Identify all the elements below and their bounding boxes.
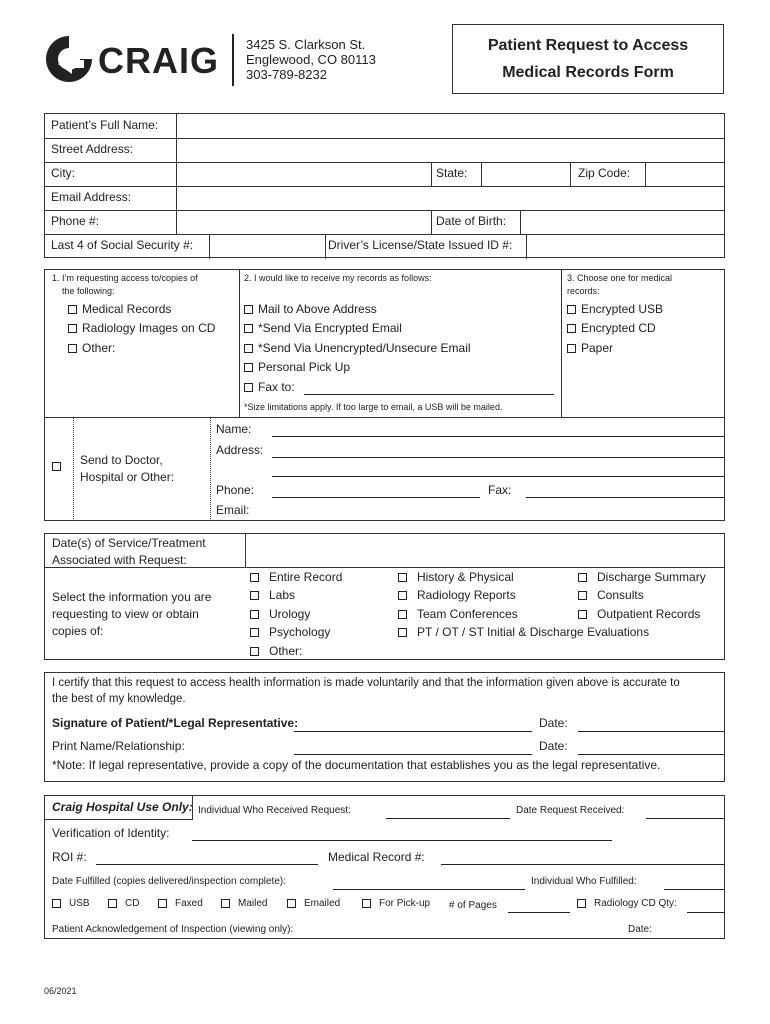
acknowledgement-date-label: Date: <box>628 924 652 935</box>
other-info-checkbox[interactable] <box>250 644 302 658</box>
checkbox-icon <box>108 899 117 908</box>
section1-heading-line1: 1. I’m requesting access to/copies of <box>52 273 198 283</box>
history-physical-option: History & Physical <box>417 570 514 584</box>
checkbox-icon <box>577 899 586 908</box>
zip-code-label: Zip Code: <box>578 166 631 180</box>
fulfilled-by-label: Individual Who Fulfilled: <box>531 876 637 887</box>
service-dates-label-line2: Associated with Request: <box>52 553 187 567</box>
send-to-name-label: Name: <box>216 422 252 436</box>
mailed-checkbox[interactable] <box>221 898 267 909</box>
encrypted-usb-checkbox[interactable] <box>567 302 663 316</box>
checkbox-icon <box>244 363 253 372</box>
radiology-cd-checkbox[interactable] <box>577 898 677 909</box>
verification-input[interactable] <box>192 840 612 841</box>
consults-option: Consults <box>597 588 644 602</box>
medical-records-checkbox[interactable] <box>68 302 171 316</box>
outpatient-records-checkbox[interactable] <box>578 607 700 621</box>
print-date-input[interactable] <box>578 754 724 755</box>
fax-to-option: Fax to: <box>258 380 295 394</box>
usb-checkbox[interactable] <box>52 898 90 909</box>
checkbox-icon <box>68 324 77 333</box>
checkbox-icon <box>362 899 371 908</box>
send-to-label-line1: Send to Doctor, <box>80 453 163 467</box>
send-to-fax-input[interactable] <box>526 497 724 498</box>
service-dates-label-line1: Date(s) of Service/Treatment <box>52 536 206 550</box>
checkbox-icon <box>221 899 230 908</box>
radiology-reports-checkbox[interactable] <box>398 588 516 602</box>
labs-option: Labs <box>269 588 296 602</box>
checkbox-icon <box>158 899 167 908</box>
date-fulfilled-label: Date Fulfilled (copies delivered/inspection complete): <box>52 876 287 887</box>
hospital-phone: 303-789-8232 <box>246 67 327 82</box>
encrypted-usb-option: Encrypted USB <box>581 302 664 316</box>
hospital-use-title: Craig Hospital Use Only: <box>52 800 193 814</box>
form-title-line1: Patient Request to Access <box>487 37 689 54</box>
checkbox-icon <box>398 573 407 582</box>
send-to-phone-input[interactable] <box>272 497 480 498</box>
roi-input[interactable] <box>96 864 318 865</box>
service-dates-input[interactable] <box>246 534 724 566</box>
print-date-label: Date: <box>539 739 568 753</box>
team-conferences-option: Team Conferences <box>417 607 518 621</box>
checkbox-icon <box>398 591 407 600</box>
city-label: City: <box>51 166 75 180</box>
discharge-summary-checkbox[interactable] <box>578 570 706 584</box>
mailed-option: Mailed <box>238 898 268 909</box>
form-title-line2: Medical Records Form <box>502 64 674 81</box>
ssn-input[interactable] <box>210 234 322 256</box>
select-info-line1: Select the information you are <box>52 590 212 604</box>
date-of-birth-input[interactable] <box>521 210 723 232</box>
faxed-option: Faxed <box>175 898 203 909</box>
fax-to-input[interactable] <box>304 394 554 395</box>
pages-label: # of Pages <box>449 900 497 911</box>
street-address-input[interactable] <box>177 138 723 160</box>
fulfilled-by-input[interactable] <box>664 889 724 890</box>
encrypted-email-checkbox[interactable] <box>244 321 402 335</box>
date-received-label: Date Request Received: <box>516 805 625 816</box>
section1-heading-line2: the following: <box>62 286 115 296</box>
unencrypted-email-option: *Send Via Unencrypted/Unsecure Email <box>258 341 471 355</box>
encrypted-email-option: *Send Via Encrypted Email <box>258 321 402 335</box>
date-received-input[interactable] <box>646 818 724 819</box>
signature-input[interactable] <box>294 731 532 732</box>
discharge-summary-option: Discharge Summary <box>597 570 706 584</box>
street-address-label: Street Address: <box>51 142 134 156</box>
ssn-label: Last 4 of Social Security #: <box>51 238 194 252</box>
medical-record-number-label: Medical Record #: <box>328 850 425 864</box>
date-of-birth-label: Date of Birth: <box>436 214 507 228</box>
other-info-option: Other: <box>269 644 303 658</box>
checkbox-icon <box>567 324 576 333</box>
zip-code-input[interactable] <box>646 162 723 184</box>
faxed-checkbox[interactable] <box>158 898 203 909</box>
patient-name-label: Patient’s Full Name: <box>51 118 159 132</box>
send-to-address-input-2[interactable] <box>272 476 724 477</box>
radiology-images-option: Radiology Images on CD <box>82 321 216 335</box>
checkbox-icon <box>578 591 587 600</box>
acknowledgement-label: Patient Acknowledgement of Inspection (viewing only): <box>52 924 294 935</box>
checkbox-icon <box>244 383 253 392</box>
date-fulfilled-input[interactable] <box>333 889 525 890</box>
consults-checkbox[interactable] <box>578 588 644 602</box>
state-input[interactable] <box>482 162 568 184</box>
received-by-input[interactable] <box>386 818 510 819</box>
medical-records-option: Medical Records <box>82 302 172 316</box>
select-info-line2: requesting to view or obtain <box>52 607 199 621</box>
patient-name-input[interactable] <box>177 114 723 136</box>
send-to-fax-label: Fax: <box>488 483 512 497</box>
paper-checkbox[interactable] <box>567 341 613 355</box>
form-revision-date: 06/2021 <box>44 986 77 996</box>
checkbox-icon <box>52 899 61 908</box>
urology-option: Urology <box>269 607 311 621</box>
emailed-option: Emailed <box>304 898 341 909</box>
received-by-label: Individual Who Received Request: <box>198 805 351 816</box>
fax-to-checkbox[interactable] <box>244 380 295 394</box>
pt-ot-st-option: PT / OT / ST Initial & Discharge Evaluations <box>417 625 650 639</box>
paper-option: Paper <box>581 341 614 355</box>
section3-heading-line1: 3. Choose one for medical <box>567 273 673 283</box>
entire-record-checkbox[interactable] <box>250 570 342 584</box>
emailed-checkbox[interactable] <box>287 898 340 909</box>
checkbox-icon <box>398 610 407 619</box>
checkbox-icon <box>287 899 296 908</box>
city-input[interactable] <box>177 162 429 184</box>
email-address-input[interactable] <box>177 186 723 208</box>
mail-address-checkbox[interactable] <box>244 302 377 316</box>
craig-logo <box>44 34 224 84</box>
checkbox-icon <box>578 610 587 619</box>
history-physical-checkbox[interactable] <box>398 570 514 584</box>
encrypted-cd-checkbox[interactable] <box>567 321 656 335</box>
section2-heading: 2. I would like to receive my records as follows: <box>244 273 432 283</box>
personal-pickup-checkbox[interactable] <box>244 360 350 374</box>
print-name-input[interactable] <box>294 754 532 755</box>
legal-rep-note: *Note: If legal representative, provide a copy of the documentation that establishes you as the legal representative. <box>52 758 661 772</box>
print-name-label: Print Name/Relationship: <box>52 739 185 753</box>
certify-text-line2: the best of my knowledge. <box>52 693 186 705</box>
signature-label: Signature of Patient/*Legal Representative: <box>52 716 299 730</box>
send-to-address-input[interactable] <box>272 457 724 458</box>
logo-wordmark: CRAIG <box>98 40 219 81</box>
radiology-cd-label: Radiology CD Qty: <box>594 898 677 909</box>
mail-address-option: Mail to Above Address <box>258 302 377 316</box>
signature-date-input[interactable] <box>578 731 724 732</box>
form-title-box <box>452 24 724 94</box>
checkbox-icon <box>567 344 576 353</box>
send-to-address-label: Address: <box>216 443 264 457</box>
verification-label: Verification of Identity: <box>52 826 170 840</box>
cd-checkbox[interactable] <box>108 898 139 909</box>
checkbox-icon <box>244 305 253 314</box>
select-info-line3: copies of: <box>52 624 104 638</box>
phone-input[interactable] <box>177 210 429 232</box>
checkbox-icon <box>52 462 61 471</box>
encrypted-cd-option: Encrypted CD <box>581 321 656 335</box>
drivers-license-label: Driver’s License/State Issued ID #: <box>328 238 513 252</box>
send-to-email-label: Email: <box>216 503 250 517</box>
pickup-checkbox[interactable] <box>362 898 430 909</box>
other-option: Other: <box>82 341 116 355</box>
entire-record-option: Entire Record <box>269 570 343 584</box>
signature-date-label: Date: <box>539 716 568 730</box>
radiology-images-checkbox[interactable] <box>68 321 215 335</box>
hospital-use-box <box>44 795 725 939</box>
email-address-label: Email Address: <box>51 190 132 204</box>
outpatient-records-option: Outpatient Records <box>597 607 701 621</box>
pt-ot-st-checkbox[interactable] <box>398 625 649 639</box>
checkbox-icon <box>567 305 576 314</box>
section3-heading-line2: records: <box>567 286 600 296</box>
medical-record-number-input[interactable] <box>441 864 724 865</box>
usb-option: USB <box>69 898 90 909</box>
other-checkbox[interactable] <box>68 341 115 355</box>
cd-option: CD <box>125 898 140 909</box>
phone-label: Phone #: <box>51 214 100 228</box>
checkbox-icon <box>250 628 259 637</box>
checkbox-icon <box>244 324 253 333</box>
hospital-address-line1: 3425 S. Clarkson St. <box>246 37 366 52</box>
send-to-name-input[interactable] <box>272 436 724 437</box>
radiology-reports-option: Radiology Reports <box>417 588 516 602</box>
header-divider <box>232 34 234 86</box>
roi-label: ROI #: <box>52 850 87 864</box>
personal-pickup-option: Personal Pick Up <box>258 360 351 374</box>
checkbox-icon <box>250 591 259 600</box>
pages-input[interactable] <box>508 912 570 913</box>
checkbox-icon <box>250 573 259 582</box>
send-to-phone-label: Phone: <box>216 483 255 497</box>
unencrypted-email-checkbox[interactable] <box>244 341 471 355</box>
urology-checkbox[interactable] <box>250 607 310 621</box>
checkbox-icon <box>250 647 259 656</box>
psychology-option: Psychology <box>269 625 331 639</box>
checkbox-icon <box>244 344 253 353</box>
team-conferences-checkbox[interactable] <box>398 607 518 621</box>
size-limitation-note: *Size limitations apply. If too large to email, a USB will be mailed. <box>244 402 503 412</box>
checkbox-icon <box>68 344 77 353</box>
radiology-cd-qty-input[interactable] <box>687 912 724 913</box>
hospital-address-line2: Englewood, CO 80113 <box>246 52 376 67</box>
send-to-checkbox[interactable] <box>52 459 66 473</box>
state-label: State: <box>436 166 468 180</box>
drivers-license-input[interactable] <box>527 234 723 256</box>
send-to-label-line2: Hospital or Other: <box>80 470 175 484</box>
checkbox-icon <box>250 610 259 619</box>
pickup-option: For Pick-up <box>379 898 431 909</box>
certify-text-line1: I certify that this request to access health information is made voluntarily and that the information given above is accurate to <box>52 677 680 689</box>
psychology-checkbox[interactable] <box>250 625 330 639</box>
craig-logo-icon <box>44 34 94 84</box>
checkbox-icon <box>398 628 407 637</box>
checkbox-icon <box>68 305 77 314</box>
checkbox-icon <box>578 573 587 582</box>
labs-checkbox[interactable] <box>250 588 295 602</box>
